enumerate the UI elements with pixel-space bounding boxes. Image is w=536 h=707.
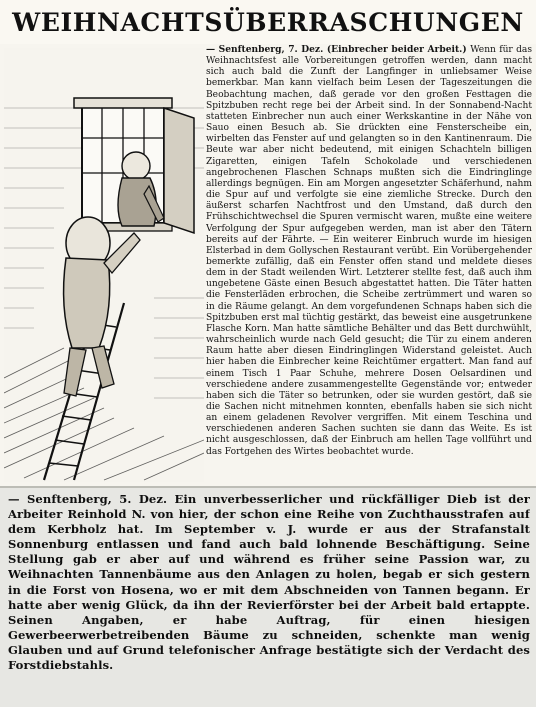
lower-section: [0, 486, 536, 707]
article-break-in-body: Wenn für das Weihnachtsfest alle Vorbereitungen getroffen werden, dann macht sich auch bald die Zunft der Langfinger in unliebsamer Weise bemerkbar. Man kann vielfach beim Lesen der Tageszeitungen die Beobachtung machen, daß gerade vor den großen Festtagen die Spitzbuben recht rege bei der Arbeit sind. In der Sonnabend-Nacht statteten Einbrecher nun auch einer Werkskantine in der Nähe von Sauo einen Besuch ab. Sie drückten eine Fensterscheibe ein, wirbelten das Fenster auf und gelangten so in den Kantinenraum. Die Beute war aber nicht bedeutend, mit einigen Schachteln billigen Zigaretten, einigen Tafeln Schokolade und verschiedenen angebrochenen Flaschen Schnaps mußten sich die Eindringlinge allerdings begnügen. Ein am Morgen angesetzter Schäferhund, nahm die Spur auf und verfolgte sie eine ziemliche Strecke. Durch den äußerst scharfen Nachtfrost und den Umstand, daß durch den Frühschichtwechsel die Spuren vermischt waren, mußte eine weitere Verfolgung der Spur aufgegeben werden, man ist aber den Tätern bereits auf der Fährte. — Ein weiterer Einbruch wurde im hiesigen Elsterbad in dem Gollyschen Restaurant verübt. Ein Vorübergehender bemerkte zufällig, daß ein Fenster offen stand und meldete dieses dem in der Stadt weilenden Wirt. Letzterer stellte fest, daß auch ihm ungebetene Gäste einen Besuch abgestattet hatten. Die Täter hatten die Fensterläden erbrochen, die Scheibe zertrümmert und waren so in die Räume gelangt. An dem vorgefundenen Schnaps haben sich die Spitzbuben erst mal tüchtig gestärkt, das beweist eine ausgetrunkene Flasche Korn. Man hatte sämtliche Behälter und das Bett durchwühlt, wahrscheinlich wurde nach Geld gesucht; die Tür zu einem anderen Raum hatte aber diesen Eindringlingen Widerstand geleistet. Auch hier haben die Einbrecher keine Reichtümer ergattert. Man fand auf einem Tisch 1 Paar Schuhe, mehrere Dosen Oelsardinen und verschiedene andere zusammengestellte Gegenstände vor; entweder haben sich die Täter so betrunken, oder sie wurden gestört, daß sie die Sachen nicht mitnehmen konnten, ebenfalls haben sie sich nicht an einem geladenen Revolver vergriffen. Mit einem Teschina und verschiedenen anderen Sachen suchten sie dann das Weite. Es ist nicht ausgeschlossen, daß der Einbruch am hellen Tage vollführt und das Fortgehen des Wirtes beobachtet wurde.: [206, 45, 532, 457]
burglar-illustration: [4, 48, 204, 482]
article-break-in: [206, 44, 532, 484]
burglar-drawing: [4, 48, 204, 482]
article-break-in-lead: — Senftenberg, 7. Dez. (Einbrecher beider Arbeit.): [206, 44, 471, 55]
headline: WEIHNACHTSÜBERRASCHUNGEN: [0, 0, 536, 44]
article-thief: — Senftenberg, 5. Dez. Ein unverbesserlicher und rückfälliger Dieb ist der Arbeiter Reinhold N. von hier, der schon eine Reihe von Zuchthausstrafen auf dem Kerbholz hat. Im September v. J. wurde er aus der Strafanstalt Sonnenburg entlassen und fand auch bald lohnende Beschäftigung. Seine Stellung gab er aber auf und während es früher seine Passion war, zu Weihnachten Tannenbäume aus den Anlagen zu holen, begab er sich gestern in die Forst von Hosena, wo er mit dem Abschneiden von Tannen begann. Er hatte aber wenig Glück, da ihn der Revierförster bei der Arbeit bald ertappte. Seinen Angaben, er habe Auftrag, für einen hiesigen Gewerbeerwerbetreibenden Bäume zu schneiden, schenkte man wenig Glauben und auf Grund telefonischer Anfrage bestätigte sich der Verdacht des Forstdiebstahls.: [8, 492, 530, 673]
upper-section: [0, 44, 536, 486]
